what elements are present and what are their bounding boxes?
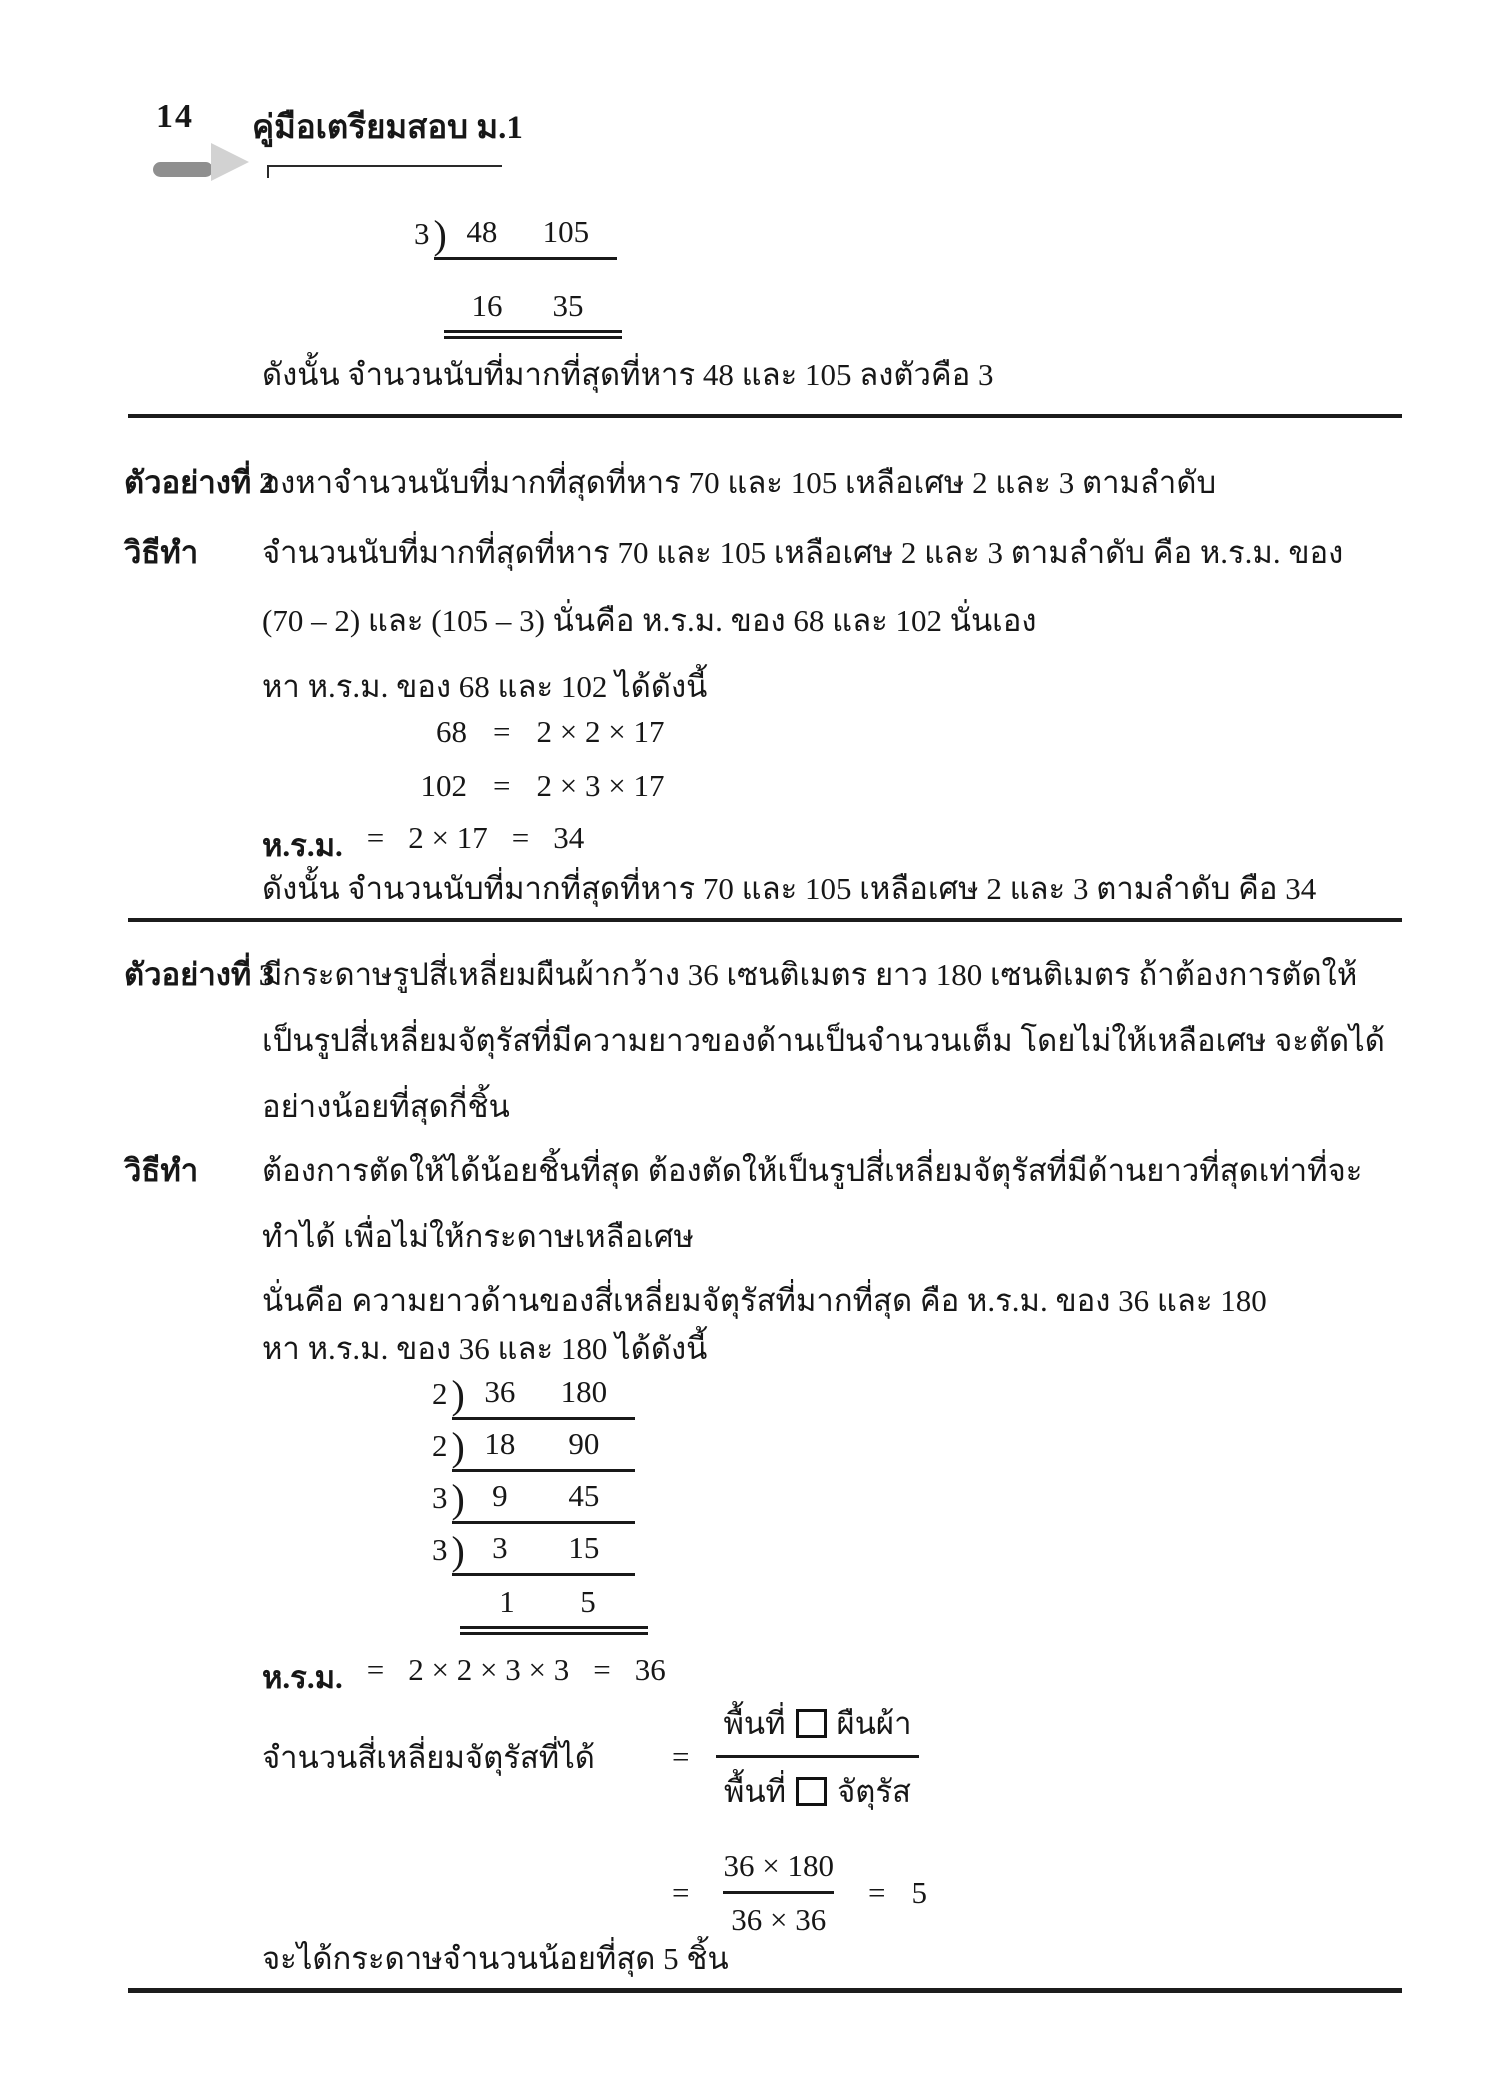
header-rule-horizontal: [267, 165, 502, 167]
equals-sign: =: [493, 714, 511, 749]
book-title: คู่มือเตรียมสอบ ม.1: [252, 110, 523, 146]
ladder-divisor: 2: [432, 1428, 448, 1463]
header-rule-step: [267, 165, 269, 178]
section-divider: [128, 918, 1402, 922]
square-count-calculation: [262, 1848, 927, 1938]
section-divider: [128, 414, 1402, 418]
example2-solution-line1: จำนวนนับที่มากที่สุดที่หาร 70 และ 105 เหลือเศษ 2 และ 3 ตามลำดับ คือ ห.ร.ม. ของ: [262, 535, 1344, 570]
example2-hrm-equation: [262, 820, 584, 870]
ladder-row: [432, 1530, 635, 1576]
ladder-a: 9: [492, 1478, 508, 1513]
example2-factorization-102: [395, 768, 664, 804]
division-bracket-icon: ): [433, 212, 447, 257]
result-b: 35: [552, 288, 584, 323]
rectangle-word: ผืนผ้า: [836, 1706, 912, 1741]
fraction-numerator: 36 × 180: [723, 1848, 834, 1883]
square-count-formula: [262, 1702, 919, 1812]
ladder-b: 15: [568, 1530, 600, 1565]
page-number: 14: [156, 98, 194, 135]
dividend-b: 105: [542, 214, 590, 249]
division-bracket-icon: ): [451, 1528, 465, 1573]
ladder-divisor: 3: [432, 1480, 448, 1515]
result-a: 16: [471, 288, 503, 323]
count-label: จำนวนสี่เหลี่ยมจัตุรัสที่ได้: [262, 1740, 595, 1775]
example3-problem-line3: อย่างน้อยที่สุดกี่ชิ้น: [262, 1089, 510, 1124]
short-division-intro-result: [444, 288, 622, 339]
ladder-b: 90: [568, 1426, 600, 1461]
hrm-result: 34: [553, 820, 585, 855]
ladder-b: 45: [568, 1478, 600, 1513]
fraction-denominator: 36 × 36: [731, 1902, 827, 1937]
equals-sign: =: [672, 1875, 690, 1910]
area-word: พื้นที่: [724, 1774, 787, 1809]
example3-conclusion: จะได้กระดาษจำนวนน้อยที่สุด 5 ชิ้น: [262, 1941, 729, 1976]
equals-sign: =: [366, 1652, 385, 1687]
example2-method-label: วิธีทำ: [124, 535, 199, 570]
ladder-a: 18: [484, 1426, 516, 1461]
ladder-final-row: [460, 1584, 648, 1635]
intro-conclusion: ดังนั้น จำนวนนับที่มากที่สุดที่หาร 48 และ 105 ลงตัวคือ 3: [262, 357, 994, 392]
example3-solution-line2: ทำได้ เพื่อไม่ให้กระดาษเหลือเศษ: [262, 1219, 694, 1254]
example2-solution-line2: (70 – 2) และ (105 – 3) นั่นคือ ห.ร.ม. ของ 68 และ 102 นั่นเอง: [262, 603, 1037, 638]
ladder-divisor: 3: [432, 1532, 448, 1567]
division-bracket-icon: ): [451, 1476, 465, 1521]
eq-rhs: 2 × 3 × 17: [536, 768, 665, 803]
rectangle-icon: [796, 1709, 827, 1738]
example2-problem: จงหาจำนวนนับที่มากที่สุดที่หาร 70 และ 105 เหลือเศษ 2 และ 3 ตามลำดับ: [262, 465, 1217, 500]
example3-solution-line1: ต้องการตัดให้ได้น้อยชิ้นที่สุด ต้องตัดให้เป็นรูปสี่เหลี่ยมจัตุรัสที่มีด้านยาวที่สุดเท่าที่จะ: [262, 1153, 1363, 1188]
ladder-b: 180: [560, 1374, 608, 1409]
example3-problem-line2: เป็นรูปสี่เหลี่ยมจัตุรัสที่มีความยาวของด้านเป็นจำนวนเต็ม โดยไม่ให้เหลือเศษ จะตัดได้: [262, 1023, 1385, 1058]
fraction-result: 5: [911, 1875, 927, 1910]
ladder-a: 3: [492, 1530, 508, 1565]
page-bottom-rule: [128, 1988, 1402, 1993]
division-bracket-icon: ): [451, 1372, 465, 1417]
square-word: จัตุรัส: [837, 1774, 911, 1809]
equals-sign: =: [366, 820, 385, 855]
number-fraction: [715, 1848, 841, 1938]
area-fraction: [715, 1698, 919, 1816]
example3-problem-line1: มีกระดาษรูปสี่เหลี่ยมผืนผ้ากว้าง 36 เซนติเมตร ยาว 180 เซนติเมตร ถ้าต้องการตัดให้: [262, 957, 1358, 992]
example3-label: ตัวอย่างที่ 3: [124, 957, 275, 992]
eq-lhs: 68: [436, 714, 467, 749]
example2-label: ตัวอย่างที่ 2: [124, 465, 275, 500]
equals-sign: =: [493, 768, 511, 803]
ladder-final-b: 5: [580, 1584, 596, 1619]
square-icon: [796, 1777, 827, 1806]
hrm-expression: 2 × 2 × 3 × 3: [408, 1652, 570, 1687]
hrm-label: ห.ร.ม.: [262, 828, 343, 863]
hrm-label: ห.ร.ม.: [262, 1660, 343, 1695]
arrow-right-icon: [211, 143, 249, 181]
area-word: พื้นที่: [723, 1706, 786, 1741]
equals-sign: =: [867, 1875, 886, 1910]
ladder-row: [432, 1478, 635, 1524]
eq-rhs: 2 × 2 × 17: [536, 714, 665, 749]
equals-sign: =: [511, 820, 530, 855]
header-pill-decoration: [153, 162, 213, 177]
example2-conclusion: ดังนั้น จำนวนนับที่มากที่สุดที่หาร 70 และ 105 เหลือเศษ 2 และ 3 ตามลำดับ คือ 34: [262, 871, 1317, 906]
equals-sign: =: [672, 1739, 690, 1774]
division-divisor: 3: [414, 216, 430, 251]
example3-hrm-equation: [262, 1652, 666, 1702]
division-dividends: [434, 214, 617, 260]
ladder-a: 36: [484, 1374, 516, 1409]
ladder-row: [432, 1426, 635, 1472]
example3-solution-line4: หา ห.ร.ม. ของ 36 และ 180 ได้ดังนี้: [262, 1331, 708, 1366]
ladder-row: [432, 1374, 635, 1420]
example2-solution-line3: หา ห.ร.ม. ของ 68 และ 102 ได้ดังนี้: [262, 669, 708, 704]
dividend-a: 48: [466, 214, 498, 249]
short-division-intro: [414, 214, 617, 260]
example2-factorization-68: [395, 714, 664, 750]
ladder-final-a: 1: [499, 1584, 515, 1619]
example3-solution-line3: นั่นคือ ความยาวด้านของสี่เหลี่ยมจัตุรัสที่มากที่สุด คือ ห.ร.ม. ของ 36 และ 180: [262, 1283, 1267, 1318]
eq-lhs: 102: [420, 768, 467, 803]
example3-method-label: วิธีทำ: [124, 1153, 199, 1188]
division-bracket-icon: ): [451, 1424, 465, 1469]
hrm-result: 36: [634, 1652, 666, 1687]
hrm-expression: 2 × 17: [408, 820, 488, 855]
ladder-divisor: 2: [432, 1376, 448, 1411]
equals-sign: =: [593, 1652, 611, 1687]
